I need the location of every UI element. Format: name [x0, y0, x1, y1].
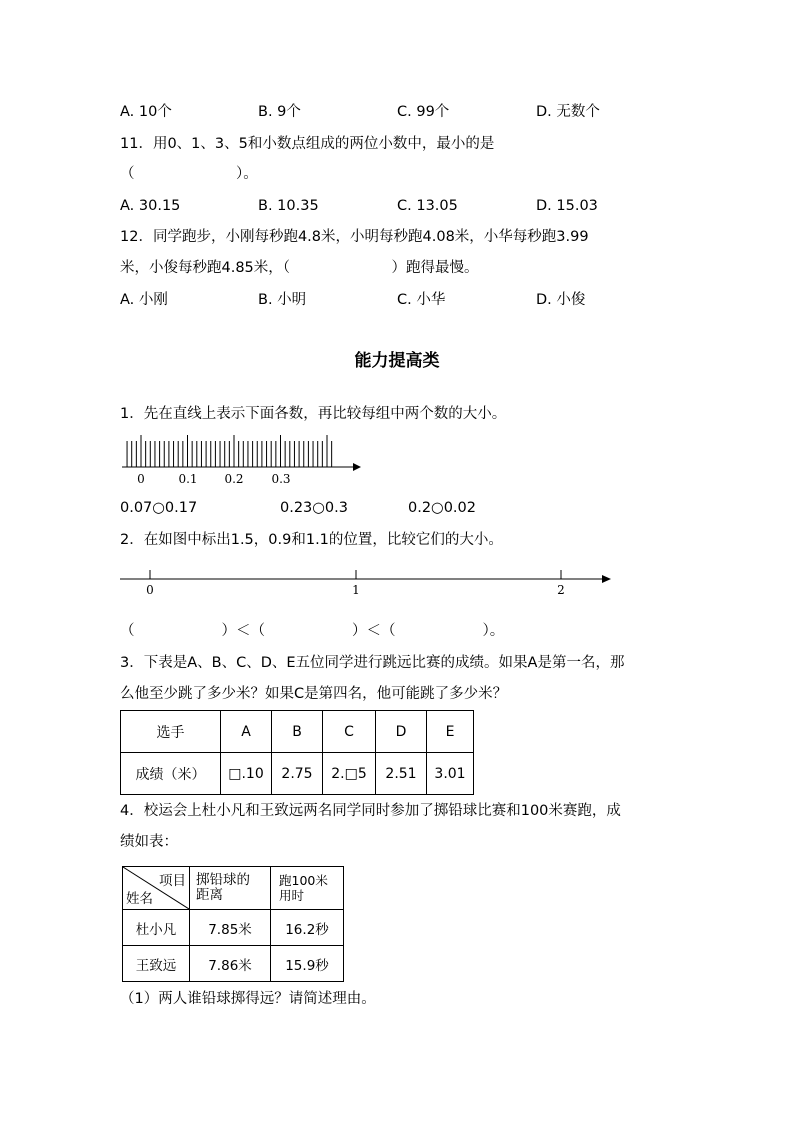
q10-option-a: A. 10个: [120, 104, 172, 120]
q11-option-c: C. 13.05: [397, 198, 458, 214]
number-line-1-label-0.1: 0.1: [178, 472, 198, 486]
long-jump-table: [120, 710, 474, 795]
q12-option-b: B. 小明: [258, 292, 307, 308]
table-cell: 7.86米: [190, 946, 271, 982]
table-cell: E: [427, 711, 474, 753]
q11-option-a: A. 30.15: [120, 198, 181, 214]
p1-comparison-1: 0.07○0.17: [120, 500, 198, 516]
q11-blank: （ ）。: [120, 166, 258, 182]
number-line-2: [115, 563, 615, 599]
table-cell: 2.51: [376, 753, 427, 795]
table-cell: D: [376, 711, 427, 753]
number-line-1-label-0.3: 0.3: [271, 472, 291, 486]
p4-line1: 4．校运会上杜小凡和王致远两名同学同时参加了掷铅球比赛和100米赛跑，成: [120, 803, 621, 819]
q12-option-a: A. 小刚: [120, 292, 168, 308]
table-row: [123, 867, 344, 910]
table-cell: C: [323, 711, 376, 753]
q12-option-d: D. 小俊: [536, 292, 586, 308]
table-header-shotput: 掷铅球的 距离: [190, 867, 271, 910]
p2-answer-line: （ ）＜（ ）＜（ ）。: [120, 623, 505, 639]
table-cell: 成绩（米）: [121, 753, 221, 795]
header-corner-cell: [123, 867, 190, 910]
p4-sub1: （1）两人谁铅球掷得远？请简述理由。: [120, 991, 376, 1007]
p3-line2: 么他至少跳了多少米？如果C是第四名，他可能跳了多少米？: [120, 686, 508, 702]
number-line-1-arrow: [353, 463, 361, 471]
q11-option-d: D. 15.03: [536, 198, 598, 214]
corner-bottom-label: 姓名: [126, 891, 153, 907]
number-line-1-ticks: [127, 435, 332, 467]
table-cell: 2.75: [272, 753, 323, 795]
q12-line1: 12．同学跑步，小刚每秒跑4.8米，小明每秒跑4.08米，小华每秒跑3.99: [120, 229, 589, 245]
q11-option-b: B. 10.35: [258, 198, 319, 214]
p4-line2: 绩如表：: [120, 834, 178, 850]
table-cell: 选手: [121, 711, 221, 753]
q12-line2: 米，小俊每秒跑4.85米，（ ）跑得最慢。: [120, 260, 479, 276]
q10-option-d: D. 无数个: [536, 104, 600, 120]
p1-comparison-3: 0.2○0.02: [408, 500, 476, 516]
number-line-1-label-0: 0: [137, 472, 145, 486]
p3-line1: 3．下表是A、B、C、D、E五位同学进行跳远比赛的成绩。如果A是第一名，那: [120, 655, 625, 671]
table-row: [123, 946, 344, 982]
table-cell: 王致远: [123, 946, 190, 982]
table-cell: A: [221, 711, 272, 753]
number-line-2-label-0: 0: [146, 583, 154, 597]
table-cell: □.10: [221, 753, 272, 795]
number-line-2-label-1: 1: [352, 583, 360, 597]
p1-stem: 1．先在直线上表示下面各数，再比较每组中两个数的大小。: [120, 406, 507, 422]
table-cell: B: [272, 711, 323, 753]
number-line-1-label-0.2: 0.2: [224, 472, 244, 486]
table-cell: 7.85米: [190, 910, 271, 946]
section-title: 能力提高类: [354, 351, 440, 371]
table-cell: 3.01: [427, 753, 474, 795]
table-cell: 15.9秒: [271, 946, 344, 982]
corner-top-label: 项目: [159, 873, 186, 889]
table-header-run: 跑100米 用时: [271, 867, 344, 910]
table-row: [121, 753, 474, 795]
sports-result-table: [122, 866, 344, 982]
number-line-2-arrow: [602, 575, 611, 583]
p2-stem: 2．在如图中标出1.5，0.9和1.1的位置，比较它们的大小。: [120, 532, 503, 548]
number-line-1: [115, 430, 375, 490]
q10-option-c: C. 99个: [397, 104, 450, 120]
q10-option-b: B. 9个: [258, 104, 301, 120]
table-cell: 2.□5: [323, 753, 376, 795]
table-cell: 杜小凡: [123, 910, 190, 946]
q12-option-c: C. 小华: [397, 292, 446, 308]
q11-stem: 11．用0、1、3、5和小数点组成的两位小数中，最小的是: [120, 136, 495, 152]
table-row: [121, 711, 474, 753]
table-row: [123, 910, 344, 946]
table-cell: 16.2秒: [271, 910, 344, 946]
number-line-2-label-2: 2: [557, 583, 565, 597]
p1-comparison-2: 0.23○0.3: [280, 500, 348, 516]
